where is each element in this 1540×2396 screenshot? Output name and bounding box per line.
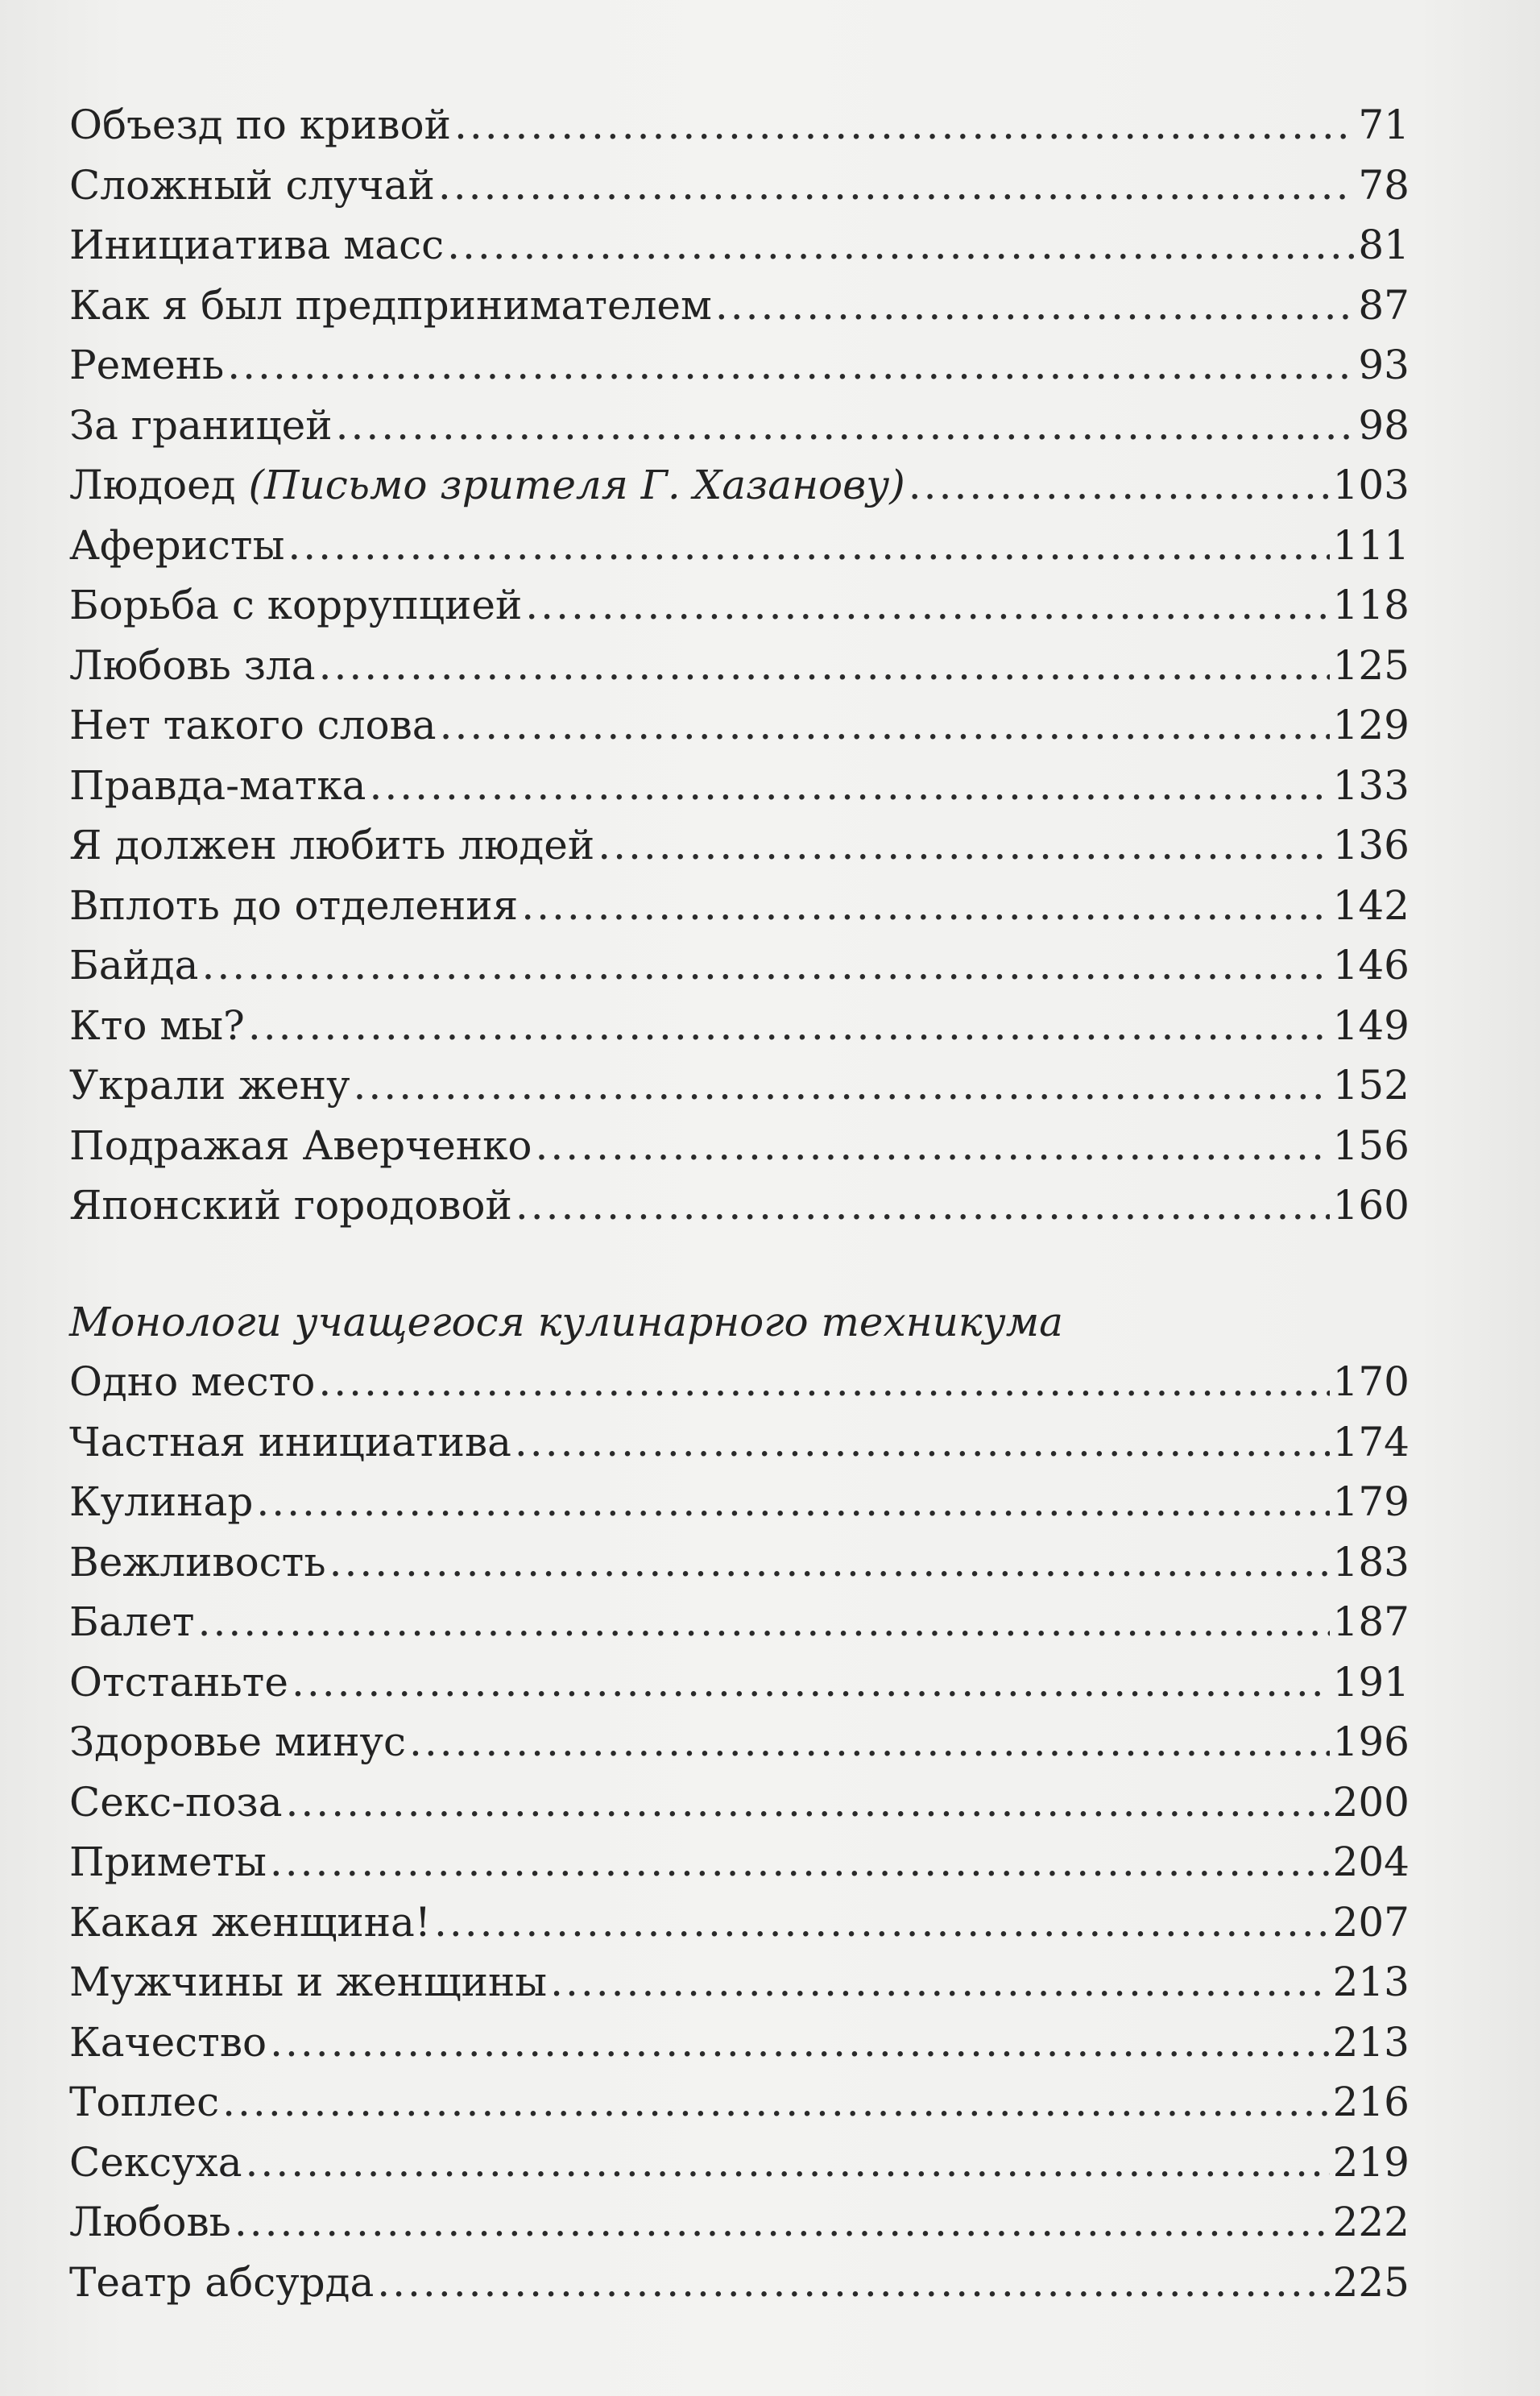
toc-entry-title-text: За границей xyxy=(69,401,333,449)
toc-entry-title-text: Отстаньте xyxy=(69,1658,288,1706)
dot-leader xyxy=(525,575,1329,636)
dot-leader xyxy=(515,1412,1330,1473)
toc-entry-page-number: 200 xyxy=(1332,1778,1410,1826)
toc-entry-title-text: Кулинар xyxy=(69,1478,254,1525)
dot-leader xyxy=(222,2072,1329,2133)
dot-leader xyxy=(292,1652,1330,1713)
toc-entry xyxy=(69,335,1410,396)
dot-leader xyxy=(246,2133,1330,2193)
toc-entry-title xyxy=(69,1712,406,1772)
toc-entry-title xyxy=(69,1892,431,1953)
dot-leader xyxy=(227,335,1355,396)
toc-entry xyxy=(69,636,1410,696)
dot-leader xyxy=(234,2192,1330,2253)
toc-entry-page-number: 81 xyxy=(1358,222,1410,268)
dot-leader xyxy=(248,996,1330,1056)
toc-entry xyxy=(69,1116,1410,1176)
toc-entry-title-text: Мужчины и женщины xyxy=(69,1959,548,2005)
toc-entry-title-text: Нет такого слова xyxy=(69,702,437,748)
toc-entry-title xyxy=(69,1592,195,1652)
toc-entry-page-number: 93 xyxy=(1358,342,1410,388)
toc-entry-title-text: Людоед xyxy=(69,462,236,508)
toc-entry xyxy=(69,455,1410,516)
toc-entry-page-number: 207 xyxy=(1332,1898,1410,1946)
toc-entry-page-number: 187 xyxy=(1332,1598,1410,1645)
dot-leader xyxy=(409,1712,1330,1772)
toc-entry-title xyxy=(69,1412,511,1473)
toc-entry-page-number: 129 xyxy=(1332,702,1410,748)
toc-entry-page-number: 196 xyxy=(1332,1718,1410,1765)
dot-leader xyxy=(454,95,1355,155)
toc-entry-title xyxy=(69,1055,350,1116)
toc-entry-page-number: 103 xyxy=(1332,462,1410,508)
toc-entry xyxy=(69,1832,1410,1892)
toc-entry-page-number: 149 xyxy=(1332,1001,1410,1049)
toc-entry-title xyxy=(69,155,435,216)
toc-entry-page-number: 219 xyxy=(1332,2138,1410,2186)
toc-entry xyxy=(69,2192,1410,2253)
dot-leader xyxy=(198,1592,1330,1652)
toc-entry xyxy=(69,2253,1410,2313)
toc-entry-title xyxy=(69,516,284,576)
toc-entry-title xyxy=(69,636,316,696)
toc-entry xyxy=(69,516,1410,576)
toc-entry-title-text: Правда-матка xyxy=(69,761,366,809)
toc-entry-title xyxy=(69,575,522,636)
toc-entry-title-text: Какая женщина! xyxy=(69,1898,431,1946)
toc-entry xyxy=(69,996,1410,1056)
toc-entry-title-text: Подражая Аверченко xyxy=(69,1121,532,1169)
toc-entry-title-text: Одно место xyxy=(69,1358,316,1405)
toc-entry-page-number: 125 xyxy=(1332,641,1410,689)
toc-entry-title xyxy=(69,2133,242,2193)
toc-entry-title xyxy=(69,1832,267,1892)
dot-leader xyxy=(909,455,1330,516)
toc-entry-page-number: 183 xyxy=(1332,1538,1410,1586)
toc-entry-page-number: 133 xyxy=(1332,761,1410,809)
toc-entry xyxy=(69,1532,1410,1593)
dot-leader xyxy=(201,935,1329,996)
toc-entry xyxy=(69,815,1410,876)
toc-entry-title xyxy=(69,2013,267,2073)
dot-leader xyxy=(256,1472,1329,1532)
toc-entry-page-number: 213 xyxy=(1332,1959,1410,2005)
toc-entry-title-text: Секс-поза xyxy=(69,1778,283,1826)
toc-entry-title xyxy=(69,815,594,876)
toc-entry xyxy=(69,2072,1410,2133)
toc-entry-title-text: Кто мы? xyxy=(69,1001,245,1049)
toc-entry-title xyxy=(69,396,333,456)
toc-entry-title-text: Ремень xyxy=(69,342,225,388)
dot-leader xyxy=(550,1952,1329,2013)
toc-entry-title xyxy=(69,455,905,516)
toc-entry-page-number: 78 xyxy=(1358,161,1410,209)
toc-entry xyxy=(69,1952,1410,2013)
section-spacer xyxy=(69,1236,1410,1292)
toc-entry-page-number: 98 xyxy=(1358,401,1410,449)
toc-entry-title-text: Аферисты xyxy=(69,521,285,569)
toc-entry xyxy=(69,396,1410,456)
toc-entry-title-text: Вежливость xyxy=(69,1538,326,1586)
dot-leader xyxy=(598,815,1329,876)
toc-entry-title-text: Украли жену xyxy=(69,1062,350,1109)
dot-leader xyxy=(447,215,1355,276)
toc-entry-page-number: 170 xyxy=(1332,1358,1410,1405)
toc-entry-page-number: 156 xyxy=(1332,1121,1410,1169)
dot-leader xyxy=(515,1175,1330,1236)
toc-entry xyxy=(69,2013,1410,2073)
toc-entry-title-text: Сексуха xyxy=(69,2138,242,2186)
toc-entry-title-text: Частная инициатива xyxy=(69,1418,511,1465)
toc-entry xyxy=(69,276,1410,336)
toc-entry-title-text: Байда xyxy=(69,942,199,989)
toc-entry-title-text: Балет xyxy=(69,1598,195,1645)
toc-entry-title xyxy=(69,1952,547,2013)
toc-entry-page-number: 213 xyxy=(1332,2018,1410,2066)
toc-entry-title-text: Сложный случай xyxy=(69,161,435,209)
toc-entry-page-number: 204 xyxy=(1332,1838,1410,1885)
toc-entry xyxy=(69,155,1410,216)
toc-entry xyxy=(69,695,1410,756)
toc-entry-title xyxy=(69,756,366,816)
toc-entry-page-number: 87 xyxy=(1358,281,1410,329)
toc-entry-title xyxy=(69,1472,253,1532)
toc-entry-title xyxy=(69,1352,315,1412)
toc-entry-page-number: 174 xyxy=(1332,1418,1410,1465)
toc-entry-title-text: Театр абсурда xyxy=(69,2258,375,2306)
dot-leader xyxy=(438,155,1356,216)
dot-leader xyxy=(715,276,1356,336)
toc-entry-title-text: Японский городовой xyxy=(69,1182,512,1229)
toc-entry-title xyxy=(69,2253,374,2313)
toc-entry-title-text: Я должен любить людей xyxy=(69,822,595,868)
toc-entry-title xyxy=(69,2192,231,2253)
dot-leader xyxy=(288,516,1329,576)
toc-entry-title-text: Объезд по кривой xyxy=(69,102,451,148)
toc-entry-page-number: 216 xyxy=(1332,2079,1410,2125)
toc-entry-page-number: 111 xyxy=(1332,521,1410,569)
toc-entry-page-number: 152 xyxy=(1332,1062,1410,1109)
toc-entry-title xyxy=(69,335,224,396)
toc-entry xyxy=(69,1472,1410,1532)
table-of-contents-section xyxy=(69,1352,1410,2312)
toc-entry-page-number: 179 xyxy=(1332,1478,1410,1525)
toc-entry xyxy=(69,756,1410,816)
toc-entry-title-text: Вплоть до отделения xyxy=(69,881,519,929)
toc-entry-title-text: Как я был предпринимателем xyxy=(69,281,712,329)
dot-leader xyxy=(319,636,1330,696)
toc-entry-title-text: Борьба с коррупцией xyxy=(69,582,523,628)
toc-entry xyxy=(69,1712,1410,1772)
toc-entry xyxy=(69,95,1410,155)
dot-leader xyxy=(369,756,1329,816)
toc-entry-page-number: 71 xyxy=(1358,102,1410,148)
dot-leader xyxy=(270,1832,1330,1892)
toc-entry-page-number: 142 xyxy=(1332,881,1410,929)
toc-entry xyxy=(69,876,1410,936)
toc-entry-title-text: Здоровье минус xyxy=(69,1718,406,1765)
toc-entry-title xyxy=(69,1532,326,1593)
toc-entry-title-text: Любовь xyxy=(69,2199,231,2245)
toc-entry-page-number: 191 xyxy=(1332,1658,1410,1706)
toc-entry-title xyxy=(69,935,198,996)
dot-leader xyxy=(354,1055,1330,1116)
toc-entry xyxy=(69,215,1410,276)
dot-leader xyxy=(434,1892,1330,1953)
toc-entry-title-text: Приметы xyxy=(69,1838,267,1885)
toc-entry-title-text: Качество xyxy=(69,2018,267,2066)
dot-leader xyxy=(318,1352,1329,1412)
toc-entry xyxy=(69,1892,1410,1953)
toc-entry-page-number: 225 xyxy=(1332,2258,1410,2306)
dot-leader xyxy=(270,2013,1329,2073)
section-heading: Монологи учащегося кулинарного техникума xyxy=(69,1298,1063,1345)
toc-entry xyxy=(69,2133,1410,2193)
table-of-contents xyxy=(69,95,1410,1236)
dot-leader xyxy=(521,876,1329,936)
toc-entry-page-number: 136 xyxy=(1332,822,1410,868)
toc-entry-title xyxy=(69,215,444,276)
toc-entry xyxy=(69,1652,1410,1713)
toc-entry-title xyxy=(69,95,451,155)
toc-entry xyxy=(69,1175,1410,1236)
toc-entry xyxy=(69,1412,1410,1473)
dot-leader xyxy=(286,1772,1330,1833)
toc-entry-title xyxy=(69,695,437,756)
toc-entry-title xyxy=(69,1116,532,1176)
toc-entry-page-number: 118 xyxy=(1332,582,1410,628)
dot-leader xyxy=(377,2253,1329,2313)
dot-leader xyxy=(329,1532,1330,1593)
dot-leader xyxy=(536,1116,1330,1176)
toc-entry xyxy=(69,1352,1410,1412)
toc-entry-title xyxy=(69,1175,512,1236)
dot-leader xyxy=(440,695,1330,756)
toc-entry xyxy=(69,1055,1410,1116)
toc-entry-title xyxy=(69,2072,219,2133)
toc-entry xyxy=(69,935,1410,996)
toc-entry-title-text: Любовь зла xyxy=(69,641,316,689)
toc-entry xyxy=(69,1592,1410,1652)
toc-entry-title xyxy=(69,996,245,1056)
toc-entry-subtitle: (Письмо зрителя Г. Хазанову) xyxy=(248,462,905,508)
toc-entry-title xyxy=(69,1772,283,1833)
toc-entry-page-number: 146 xyxy=(1332,942,1410,989)
toc-entry-page-number: 222 xyxy=(1332,2199,1410,2245)
toc-entry xyxy=(69,1772,1410,1833)
toc-entry-title xyxy=(69,1652,288,1713)
toc-entry-title-text: Топлес xyxy=(69,2079,220,2125)
toc-entry-page-number: 160 xyxy=(1332,1182,1410,1229)
toc-entry-title-text: Инициатива масс xyxy=(69,222,445,268)
dot-leader xyxy=(336,396,1356,456)
toc-entry xyxy=(69,575,1410,636)
toc-entry-title xyxy=(69,876,518,936)
toc-entry-title xyxy=(69,276,712,336)
